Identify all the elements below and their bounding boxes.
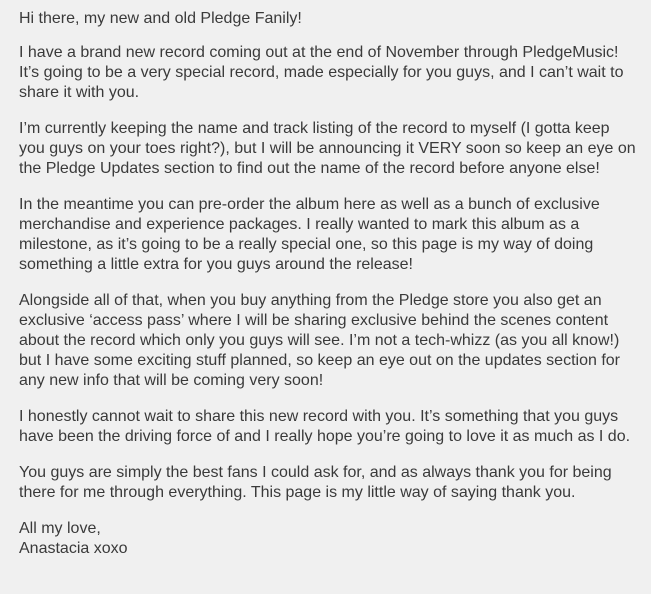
letter-paragraph-4: Alongside all of that, when you buy anything from the Pledge store you also get an exclusive ‘access pass’ where I will be sharing exclusive behind the scenes content about the record which only you guys will see. I’m not a tech-whizz (as you all know!) but I have some exciting stuff planned, so keep an eye out on the updates section for any new info that will be coming very soon! bbox=[19, 292, 620, 389]
letter-paragraph-1: I have a brand new record coming out at the end of November through PledgeMusic! It’s going to be a very special record, made especially for you guys, and I can’t wait to share it with you. bbox=[19, 44, 624, 101]
letter-paragraph-5: I honestly cannot wait to share this new record with you. It’s something that you guys have been the driving force of and I really hope you’re going to love it as much as I do. bbox=[19, 408, 631, 445]
letter-paragraph-3: In the meantime you can pre-order the album here as well as a bunch of exclusive merchandise and experience packages. I really wanted to mark this album as a milestone, as it’s going to be a really special one, so this page is my way of doing something a little extra for you guys around the release! bbox=[19, 196, 600, 273]
letter-greeting: Hi there, my new and old Pledge Fanily! bbox=[19, 10, 302, 27]
letter-signature: Anastacia xoxo bbox=[19, 540, 128, 557]
letter-closing: All my love, bbox=[19, 520, 101, 537]
letter-paragraph-2: I’m currently keeping the name and track listing of the record to myself (I gotta keep you guys on your toes right?), but I will be announcing it VERY soon so keep an eye on the Pledge Updates section to find out the name of the record before anyone else! bbox=[19, 120, 636, 177]
letter-signoff bbox=[19, 519, 639, 559]
pledge-letter bbox=[19, 9, 639, 575]
letter-paragraph-6: You guys are simply the best fans I could ask for, and as always thank you for being there for me through everything. This page is my little way of saying thank you. bbox=[19, 464, 612, 501]
